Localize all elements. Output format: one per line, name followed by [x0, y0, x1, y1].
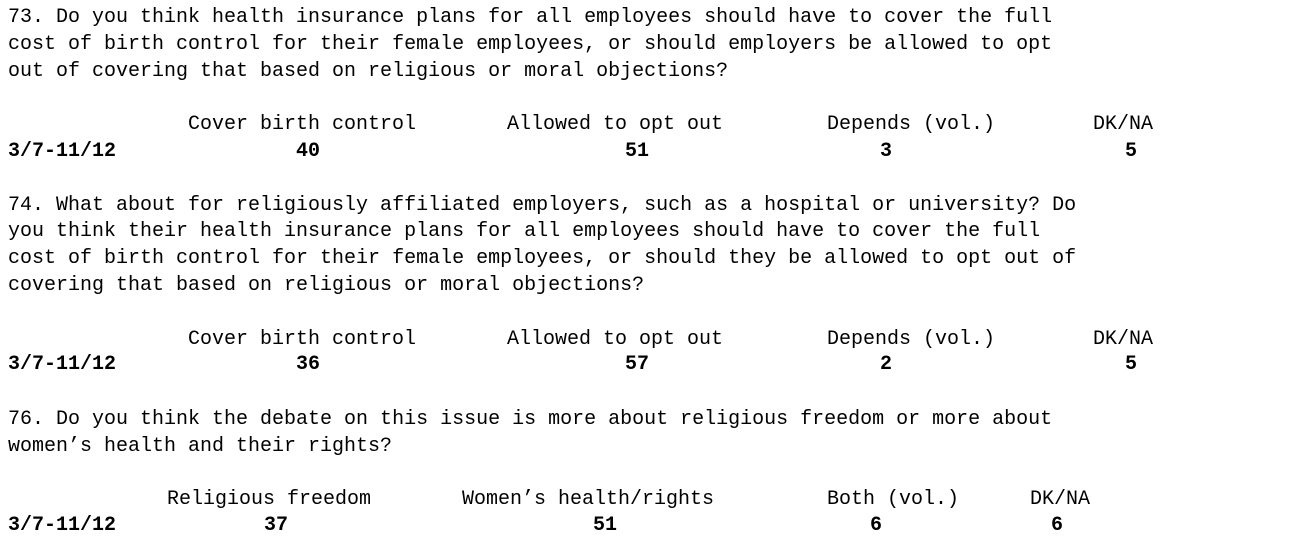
q73-value-depends: 3	[880, 140, 893, 163]
question-74-text-line: cost of birth control for their female employees, or should they be allowed to opt out of	[8, 247, 1077, 270]
q74-value-dkna: 5	[1125, 353, 1138, 376]
q73-header-opt-out: Allowed to opt out	[507, 113, 724, 136]
question-74-text-line: covering that based on religious or moral objections?	[8, 274, 645, 297]
q74-date: 3/7-11/12	[8, 353, 117, 376]
q76-header-dkna: DK/NA	[1030, 488, 1091, 511]
question-73-text-line: out of covering that based on religious or moral objections?	[8, 60, 729, 83]
question-73-text-line: cost of birth control for their female employees, or should employers be allowed to opt	[8, 33, 1053, 56]
q74-header-cover: Cover birth control	[188, 328, 417, 351]
q74-header-dkna: DK/NA	[1093, 328, 1154, 351]
q74-value-depends: 2	[880, 353, 893, 376]
q76-header-womens-health: Women’s health/rights	[462, 488, 715, 511]
question-76-text-line: 76. Do you think the debate on this issue is more about religious freedom or more about	[8, 408, 1053, 431]
question-73-text-line: 73. Do you think health insurance plans for all employees should have to cover the full	[8, 6, 1053, 29]
q76-value-womens-health: 51	[593, 514, 618, 537]
q73-header-cover: Cover birth control	[188, 113, 417, 136]
q74-value-opt-out: 57	[625, 353, 650, 376]
q76-header-both: Both (vol.)	[827, 488, 960, 511]
q74-header-opt-out: Allowed to opt out	[507, 328, 724, 351]
q76-header-religious-freedom: Religious freedom	[167, 488, 372, 511]
q74-value-cover: 36	[296, 353, 321, 376]
q73-header-dkna: DK/NA	[1093, 113, 1154, 136]
question-76-text-line: women’s health and their rights?	[8, 435, 393, 458]
q76-value-dkna: 6	[1051, 514, 1064, 537]
q73-header-depends: Depends (vol.)	[827, 113, 996, 136]
q73-date: 3/7-11/12	[8, 140, 117, 163]
q74-header-depends: Depends (vol.)	[827, 328, 996, 351]
q76-value-both: 6	[870, 514, 883, 537]
q73-value-cover: 40	[296, 140, 321, 163]
q73-value-dkna: 5	[1125, 140, 1138, 163]
q76-date: 3/7-11/12	[8, 514, 117, 537]
question-74-text-line: 74. What about for religiously affiliated employers, such as a hospital or university? Do	[8, 194, 1077, 217]
q73-value-opt-out: 51	[625, 140, 650, 163]
q76-value-religious-freedom: 37	[264, 514, 289, 537]
question-74-text-line: you think their health insurance plans for all employees should have to cover the full	[8, 220, 1041, 243]
